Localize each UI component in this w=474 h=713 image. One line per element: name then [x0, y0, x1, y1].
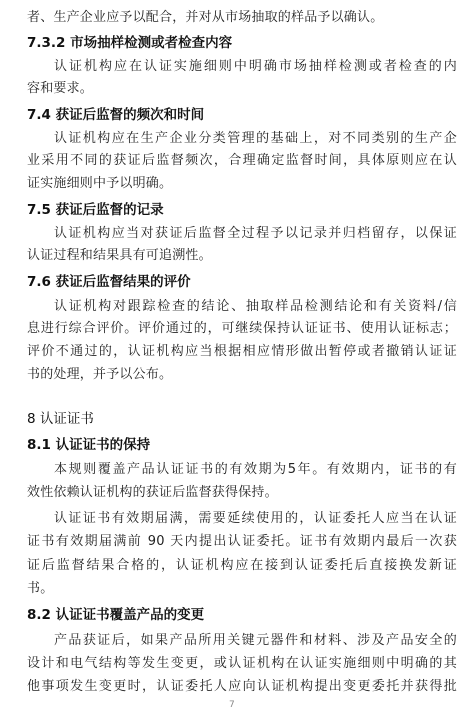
paragraph-line: 认证机构应当对获证后监督全过程予以记录并归档留存，以保证 [54, 226, 457, 241]
paragraph-line: 认证机构对跟踪检查的结论、抽取样品检测结论和有关资料/信 [54, 299, 457, 314]
section-heading-7-6: 7.6 获证后监督结果的评价 [27, 274, 191, 290]
section-heading-7-5: 7.5 获证后监督的记录 [27, 202, 164, 218]
paragraph-line: 息进行综合评价。评价通过的，可继续保持认证证书、使用认证标志； [27, 321, 457, 336]
paragraph-line: 证书有效期届满前 90 天内提出认证委托。证书有效期内最后一次获 [27, 534, 457, 549]
paragraph-line: 本规则覆盖产品认证证书的有效期为5年。有效期内，证书的有 [54, 462, 457, 477]
paragraph-line: 评价不通过的，认证机构应当根据相应情形做出暂停或者撤销认证证 [27, 344, 457, 359]
paragraph-line: 者、生产企业应予以配合，并对从市场抽取的样品予以确认。 [27, 10, 384, 25]
paragraph-line: 证实施细则中予以明确。 [27, 176, 173, 191]
paragraph-line: 容和要求。 [27, 81, 94, 96]
section-heading-7-4: 7.4 获证后监督的频次和时间 [27, 107, 205, 123]
section-heading-8-2: 8.2 认证证书覆盖产品的变更 [27, 607, 205, 623]
paragraph-line: 认证证书有效期届满，需要延续使用的，认证委托人应当在认证 [54, 511, 457, 526]
paragraph-line: 他事项发生变更时，认证委托人应向认证机构提出变更委托并获得批 [27, 679, 457, 694]
paragraph-line: 认证过程和结果具有可追溯性。 [27, 248, 212, 263]
paragraph-line: 证后监督结果合格的，认证机构应在接到认证委托后直接换发新证 [27, 558, 457, 573]
paragraph-line: 效性依赖认证机构的获证后监督获得保持。 [27, 485, 278, 500]
page-number: 7 [229, 700, 235, 710]
paragraph-line: 认证机构应在认证实施细则中明确市场抽样检测或者检查的内 [54, 59, 457, 74]
paragraph-line: 书的处理，并予以公布。 [27, 367, 173, 382]
paragraph-line: 认证机构应在生产企业分类管理的基础上，对不同类别的生产企 [54, 131, 457, 146]
chapter-heading-8: 8 认证证书 [27, 411, 94, 427]
paragraph-line: 书。 [27, 581, 54, 596]
paragraph-line: 设计和电气结构等发生变更，或认证机构在认证实施细则中明确的其 [27, 656, 457, 671]
paragraph-line: 产品获证后，如果产品所用关键元器件和材料、涉及产品安全的 [54, 633, 457, 648]
section-heading-8-1: 8.1 认证证书的保持 [27, 437, 151, 453]
paragraph-line: 业采用不同的获证后监督频次，合理确定监督时间，具体原则应在认 [27, 153, 457, 168]
section-heading-7-3-2: 7.3.2 市场抽样检测或者检查内容 [27, 35, 233, 51]
